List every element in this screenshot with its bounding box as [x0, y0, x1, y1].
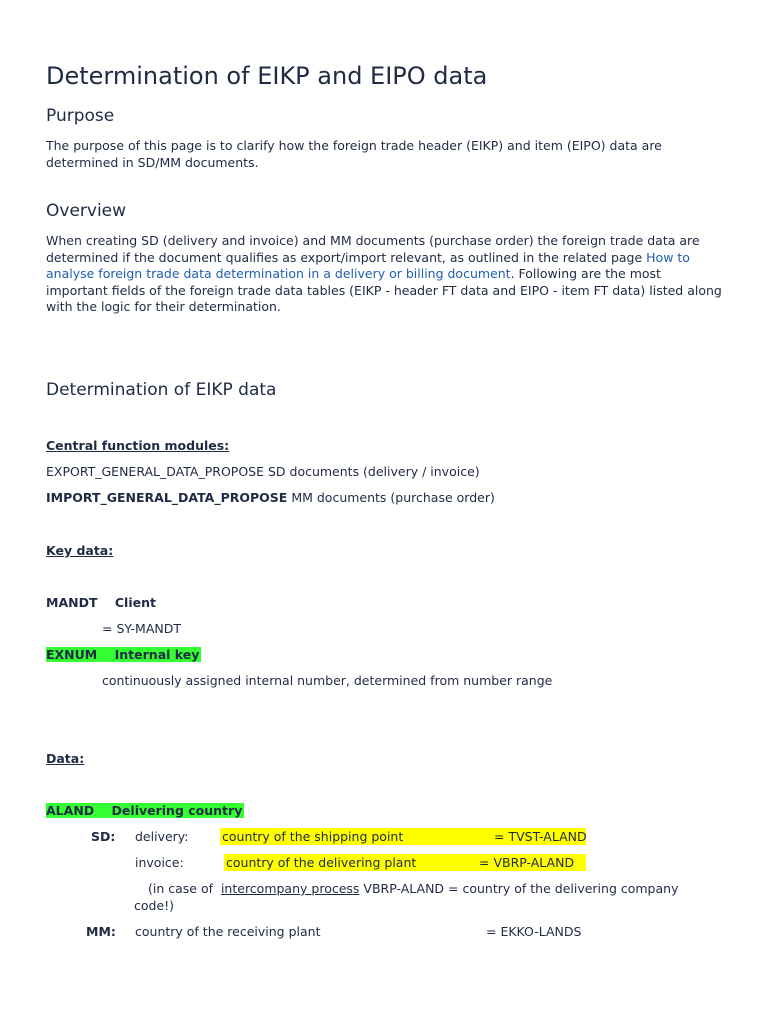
- mm-value: = EKKO-LANDS: [486, 924, 582, 939]
- key-data-label: Key data:: [46, 543, 114, 558]
- fm-import-line: [46, 490, 495, 505]
- intercompany-note: [148, 881, 678, 896]
- invoice-value: = VBRP-ALAND: [479, 855, 575, 870]
- sd-label: SD:: [91, 829, 116, 844]
- delivery-label: delivery:: [135, 829, 189, 844]
- page-title: Determination of EIKP and EIPO data: [46, 62, 488, 90]
- intercompany-link[interactable]: intercompany process: [220, 881, 360, 896]
- intercompany-note-line2: code!): [134, 898, 175, 913]
- note-text: VBRP-ALAND = country of the delivering company: [359, 881, 679, 896]
- delivery-desc: country of the shipping point: [222, 829, 404, 844]
- fm-import-desc: MM documents (purchase order): [287, 490, 495, 505]
- invoice-label: invoice:: [135, 855, 184, 870]
- fm-export-line: [46, 464, 480, 479]
- fm-import-name: IMPORT_GENERAL_DATA_PROPOSE: [46, 490, 288, 505]
- eikp-heading: Determination of EIKP data: [46, 380, 277, 400]
- purpose-heading: Purpose: [46, 106, 115, 126]
- note-text: (in case of: [148, 881, 221, 896]
- data-label: Data:: [46, 751, 85, 766]
- delivery-value: = TVST-ALAND: [494, 829, 587, 844]
- mm-desc: country of the receiving plant: [135, 924, 321, 939]
- overview-text-part: . Following are the most important fields of the foreign trade data tables (EIKP - header FT data and EIPO - item FT data) listed along with the logic for their determination.: [46, 266, 722, 315]
- mandt-value: = SY-MANDT: [102, 621, 181, 636]
- fm-export-desc: SD documents (delivery / invoice): [264, 464, 480, 479]
- central-fm-label: Central function modules:: [46, 438, 230, 453]
- exnum-value: continuously assigned internal number, determined from number range: [102, 673, 553, 688]
- fm-export-name: EXPORT_GENERAL_DATA_PROPOSE: [46, 464, 264, 479]
- mandt-field: MANDT Client: [46, 595, 156, 610]
- analyse-link[interactable]: How to analyse foreign trade data determination in a delivery or billing document: [46, 249, 690, 282]
- purpose-text: The purpose of this page is to clarify how the foreign trade header (EIKP) and item (EIPO) data are determined in SD/MM documents.: [46, 138, 662, 170]
- invoice-desc: country of the delivering plant: [226, 855, 417, 870]
- mm-label: MM:: [86, 924, 116, 939]
- aland-field: ALAND Delivering country: [46, 803, 243, 818]
- overview-text-part: When creating SD (delivery and invoice) and MM documents (purchase order) the foreign trade data are determined if the document qualifies as export/import relevant, as outlined in the related page: [46, 233, 700, 265]
- overview-text: [46, 233, 726, 316]
- overview-heading: Overview: [46, 201, 127, 221]
- exnum-field: EXNUM Internal key: [46, 647, 200, 662]
